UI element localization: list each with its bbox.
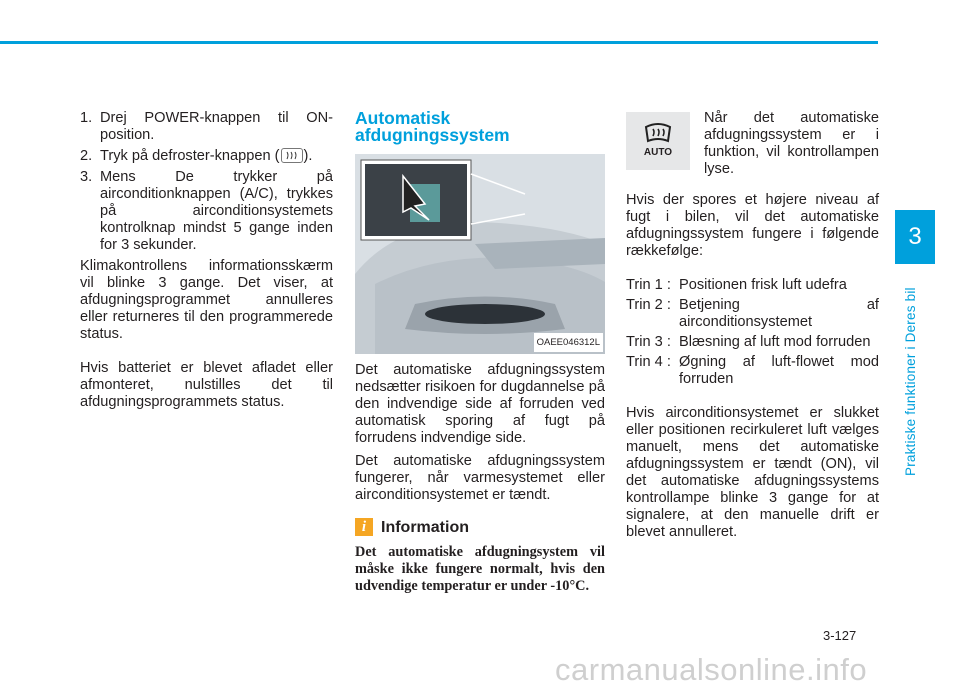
paragraph: Klimakontrollens informationsskærm vil blinke 3 gange. Det viser, at afdugningsprogrammet annulleres eller returneres til den programmerede status.: [80, 258, 333, 342]
header-rule: [0, 41, 878, 44]
indicator-text: Når det automatiske afdugningssystem er i funktion, vil kontrollampen lyse.: [704, 110, 879, 177]
paragraph: Hvis der spores et højere niveau af fugt i bilen, vil det automatiske afdugningssystem fungere i følgende rækkefølge:: [626, 192, 879, 259]
trin-row: Trin 1 : Positionen frisk luft udefra: [626, 277, 847, 293]
step-1: 1. Drej POWER-knappen til ON-position.: [80, 110, 333, 143]
info-icon: i: [355, 518, 373, 536]
column-left: [80, 110, 333, 428]
paragraph: Det automatiske afdugningssystem fungerer, når varmesystemet eller airconditionsystemet er tændt.: [355, 453, 605, 503]
defroster-icon: [281, 148, 303, 163]
paragraph: Det automatiske afdugningssystem nedsætter risikoen for dugdannelse på den indvendige side af forruden ved automatisk sporing af fugt på forrudens indvendige side.: [355, 362, 605, 446]
page-number: 3-127: [823, 628, 857, 643]
auto-label: AUTO: [643, 147, 673, 158]
info-header: [355, 518, 605, 536]
paragraph: Hvis batteriet er blevet afladet eller afmonteret, nulstilles det til afdugningsprogrammets status.: [80, 360, 333, 410]
chapter-tab: [895, 210, 935, 264]
section-heading: Automatisk afdugningssystem: [355, 108, 510, 145]
chapter-number: 3: [908, 223, 922, 250]
column-middle: [355, 110, 605, 595]
auto-indicator-block: [626, 110, 879, 178]
auto-defog-indicator-icon: [626, 112, 690, 170]
image-caption: OAEE046312L: [534, 333, 603, 352]
info-text: Det automatiske afdugningsystem vil måske ikke fungere normalt, hvis den udvendige temperatur er under -10°C.: [355, 544, 605, 594]
trin-row: Trin 2 : Betjening af airconditionsystemet: [626, 297, 879, 330]
column-right: [626, 110, 879, 558]
watermark: carmanualsonline.info: [555, 652, 868, 687]
step-3: 3. Mens De trykker på airconditionknappen (A/C), trykkes på airconditionsystemets kontrolknap mindst 5 gange inden for 3 sekunder.: [80, 169, 333, 253]
info-title: Information: [381, 518, 469, 536]
step-2: 2. Tryk på defroster-knappen ( ).: [80, 148, 313, 164]
trin-row: Trin 4 : Øgning af luft-flowet mod forruden: [626, 354, 879, 387]
trin-row: Trin 3 : Blæsning af luft mod forruden: [626, 334, 871, 350]
car-illustration: [355, 154, 605, 354]
paragraph: Hvis airconditionsystemet er slukket eller positionen recirkuleret luft vælges manuelt, mens det automatiske afdugningssystem er tændt (ON), vil det automatiske afdugningssystems kontrollampe blinke 3 gange for at signalere, at den manuelle drift er blevet annulleret.: [626, 405, 879, 540]
chapter-title: Praktiske funktioner i Deres bil: [903, 287, 918, 476]
